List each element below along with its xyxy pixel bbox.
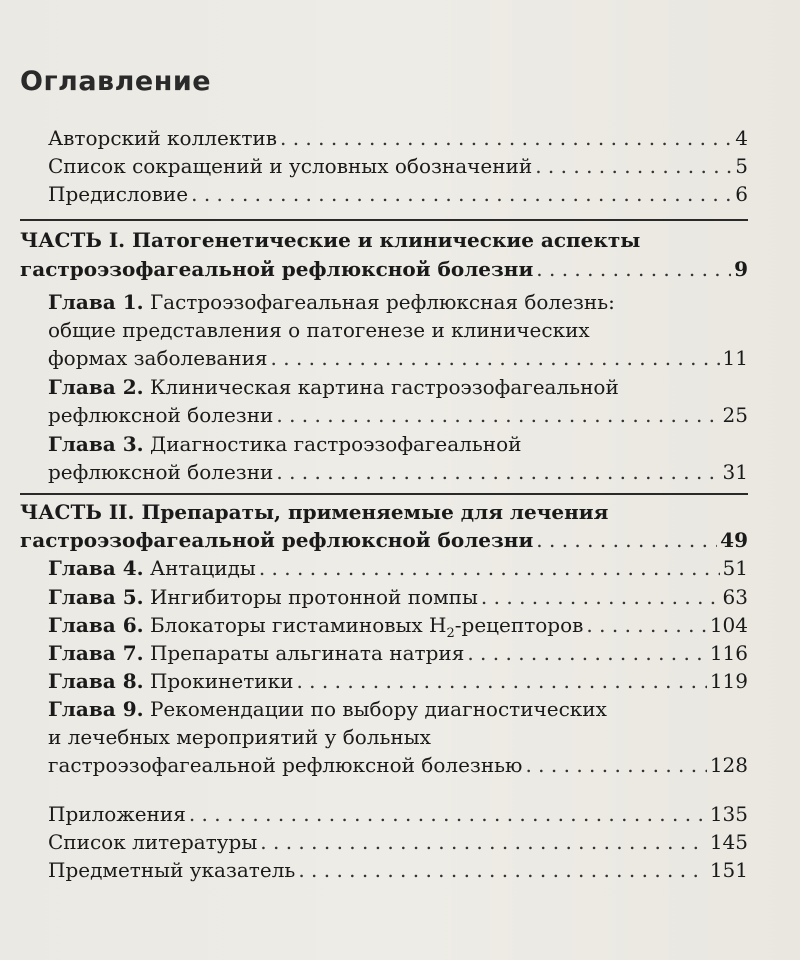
chapter1-line3: формах заболевания . . . 11 [48, 343, 748, 373]
toc-entry-abbreviations: Список сокращений и условных обозначений . . . 5 [48, 151, 748, 181]
chapter9-line1: Глава 9. Рекомендации по выбору диагностических [48, 697, 607, 721]
section-divider [20, 219, 748, 221]
chapter9-line3: гастроэзофагеальной рефлюксной болезнью . . . 128 [48, 750, 748, 780]
chapter3-line2: рефлюксной болезни . . . 31 [48, 457, 748, 487]
toc-entry-appendices: Приложения . . . 135 [48, 799, 748, 829]
part1-title-line2: гастроэзофагеальной рефлюксной болезни . . . 9 [20, 254, 748, 284]
chapter2-line1: Глава 2. Клиническая картина гастроэзофагеальной [48, 375, 619, 399]
toc-entry-index: Предметный указатель . . . 151 [48, 855, 748, 885]
part1-title-line1: ЧАСТЬ I. Патогенетические и клинические аспекты [20, 228, 641, 252]
chapter2-line2: рефлюксной болезни . . . 25 [48, 400, 748, 430]
toc-entry-authors: Авторский коллектив . . . 4 [48, 123, 748, 153]
chapter5-entry: Глава 5. Ингибиторы протонной помпы . . . 63 [48, 582, 748, 612]
part2-title-line2: гастроэзофагеальной рефлюксной болезни . . . 49 [20, 525, 748, 555]
toc-entry-references: Список литературы . . . 145 [48, 827, 748, 857]
chapter8-entry: Глава 8. Прокинетики . . . 119 [48, 666, 748, 696]
section-divider [20, 493, 748, 495]
chapter1-line2: общие представления о патогенезе и клинических [48, 318, 590, 342]
chapter6-entry: Глава 6. Блокаторы гистаминовых $H_2$-рецепторов . . . 104 [48, 610, 748, 640]
page-title: Оглавление [20, 66, 212, 97]
chapter3-line1: Глава 3. Диагностика гастроэзофагеальной [48, 432, 522, 456]
chapter4-entry: Глава 4. Антациды . . . 51 [48, 553, 748, 583]
chapter9-line2: и лечебных мероприятий у больных [48, 725, 431, 749]
chapter7-entry: Глава 7. Препараты альгината натрия . . . 116 [48, 638, 748, 668]
chapter1-line1: Глава 1. Гастроэзофагеальная рефлюксная болезнь: [48, 290, 615, 314]
part2-title-line1: ЧАСТЬ II. Препараты, применяемые для лечения [20, 500, 609, 524]
toc-entry-preface: Предисловие . . . 6 [48, 179, 748, 209]
